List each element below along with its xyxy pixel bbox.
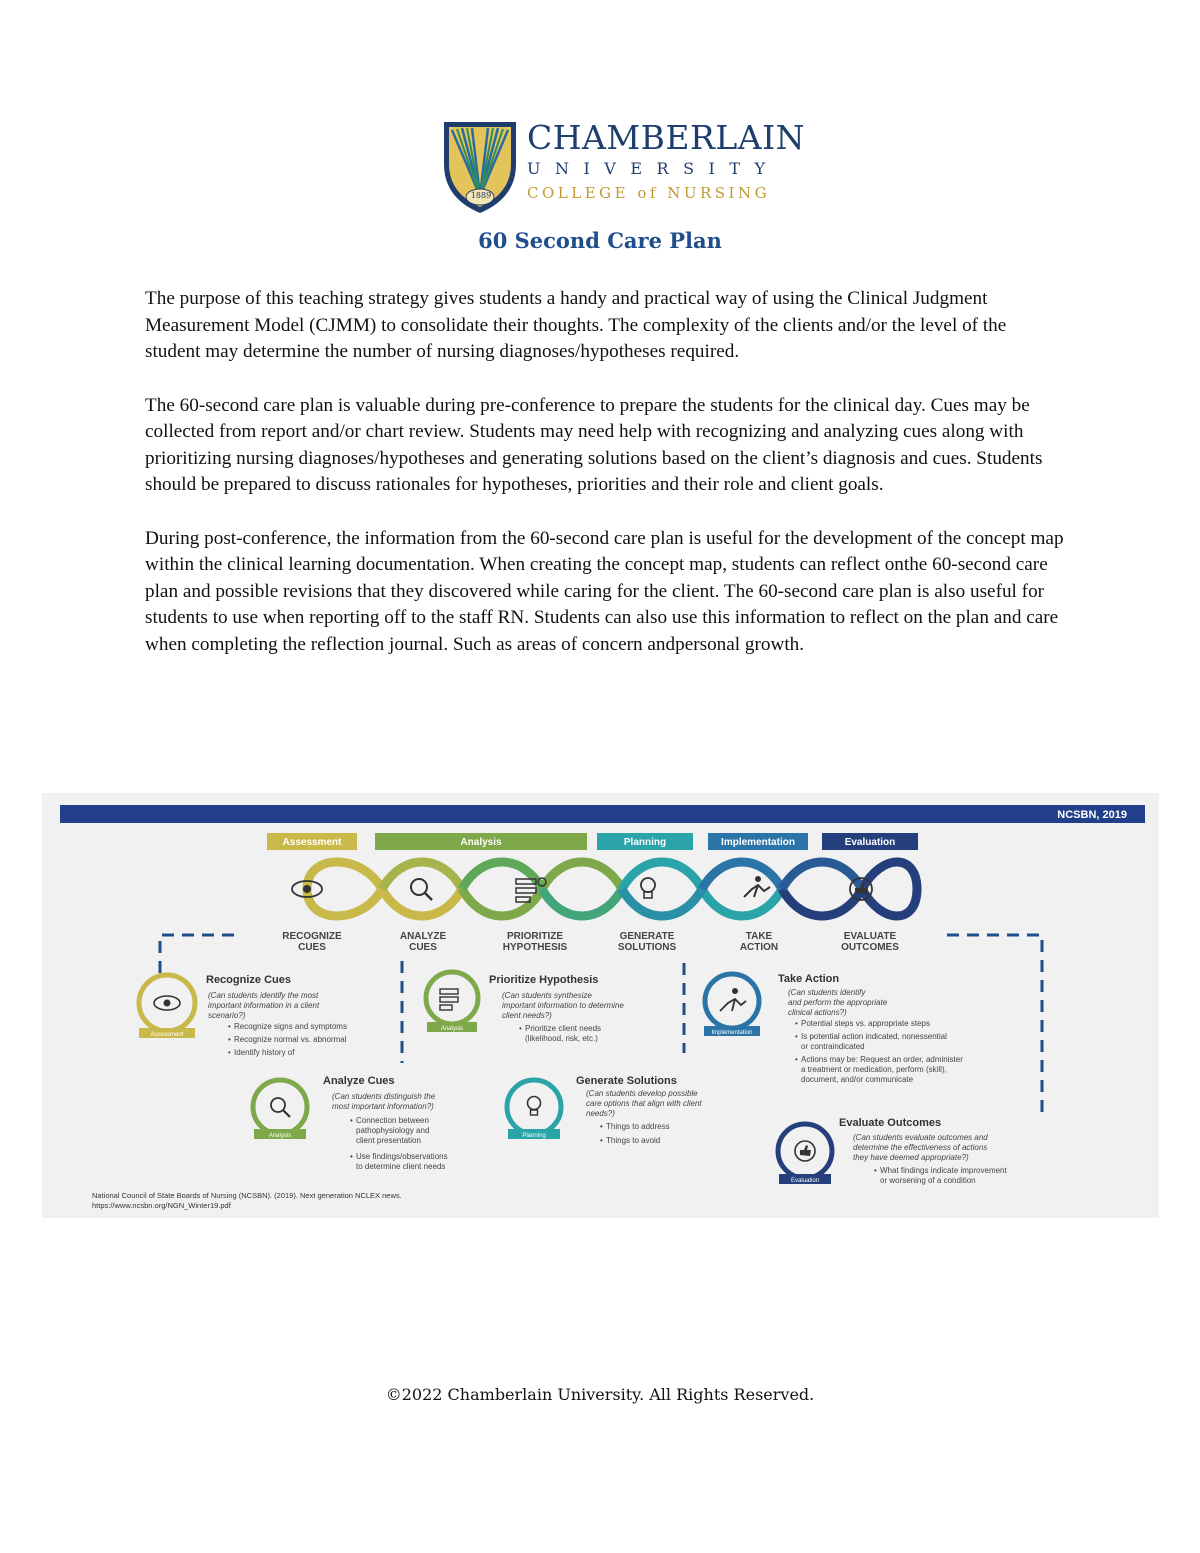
- analyze-badge: [253, 1080, 307, 1139]
- svg-text:•: •: [874, 1166, 877, 1175]
- prioritize-bullet-2: (likelihood, risk, etc.): [525, 1034, 598, 1043]
- step-2-line-2: CUES: [409, 942, 437, 953]
- page-title: 60 Second Care Plan: [478, 228, 722, 253]
- prioritize-question-2: important information to determine: [502, 1001, 624, 1010]
- evaluate-title: Evaluate Outcomes: [839, 1117, 942, 1129]
- step-6-line-2: OUTCOMES: [841, 942, 899, 953]
- generate-question-3: needs?): [586, 1109, 615, 1118]
- logo-wordmark: [527, 120, 805, 204]
- paragraph-purpose: The purpose of this teaching strategy gives students a handy and practical way of using the Clinical Judgment Measurement Model (CJMM) to consolidate their thoughts. The complexity of the clients and/or the level of the student may determine the number of nursing diagnoses/hypotheses required.: [145, 288, 1007, 362]
- generate-bullet-1: Things to address: [606, 1122, 670, 1131]
- take-question-2: and perform the appropriate: [788, 998, 888, 1007]
- take-bullet-3: or contraindicated: [801, 1042, 865, 1051]
- running-person-icon: [744, 876, 770, 897]
- generate-question-2: care options that align with client: [586, 1099, 702, 1108]
- cjmm-cycle: [307, 862, 917, 916]
- step-1-line-2: CUES: [298, 942, 326, 953]
- phase-planning-label: Planning: [623, 837, 667, 848]
- generate-tag: Planning: [522, 1133, 546, 1139]
- recognize-title: Recognize Cues: [206, 974, 291, 986]
- logo-line-3: COLLEGE of NURSING: [527, 184, 771, 202]
- take-question-3: clinical actions?): [788, 1008, 847, 1017]
- svg-text:•: •: [228, 1022, 231, 1031]
- prioritize-tag: Analysis: [440, 1026, 464, 1032]
- generate-detail: [576, 1075, 702, 1145]
- prioritize-badge: [426, 972, 478, 1032]
- paragraph-preconference: The 60-second care plan is valuable during pre-conference to prepare the students for the clinical day. Cues may be collected from report and/or chart review. Students may need help with recognizing and analyzing cues along with prioritizing nursing diagnoses/hypotheses and generating solutions based on the client’s diagnosis and cues. Students should be prepared to discuss rationales for hypotheses, priorities and their role and client goals.: [145, 394, 1043, 495]
- svg-text:•: •: [600, 1122, 603, 1131]
- logo-line-1: CHAMBERLAIN: [527, 118, 805, 157]
- recognize-bullet-1: Recognize signs and symptoms: [234, 1022, 347, 1031]
- svg-text:•: •: [350, 1116, 353, 1125]
- phase-evaluation-text: Evaluation: [844, 837, 896, 848]
- take-bullet-2: Is potential action indicated, nonessential: [801, 1032, 947, 1041]
- recognize-question-3: scenario?): [208, 1011, 246, 1020]
- analyze-bullet-5: to determine client needs: [356, 1162, 446, 1171]
- analyze-bullet-3: client presentation: [356, 1136, 421, 1145]
- phase-assessment-label: Assessment: [282, 837, 342, 848]
- generate-badge: [507, 1080, 561, 1139]
- take-question-1: (Can students identify: [788, 988, 866, 997]
- analyze-bullet-2: pathophysiology and: [356, 1126, 430, 1135]
- prioritize-bullet-1: Prioritize client needs: [525, 1024, 602, 1033]
- svg-text:•: •: [228, 1048, 231, 1057]
- magnifier-gear-icon: [411, 879, 432, 900]
- step-3-line-2: HYPOTHESIS: [502, 942, 568, 953]
- banner-label: NCSBN, 2019: [1057, 809, 1127, 821]
- svg-text:•: •: [795, 1032, 798, 1041]
- analyze-bullet-4: Use findings/observations: [356, 1152, 448, 1161]
- recognize-tag: Assessment: [150, 1032, 184, 1038]
- take-action-badge: [704, 974, 760, 1036]
- prioritize-detail: [489, 974, 624, 1043]
- generate-title: Generate Solutions: [576, 1075, 677, 1087]
- evaluate-bullet-2: or worsening of a condition: [880, 1176, 976, 1185]
- step-2-line-1: ANALYZE: [399, 931, 447, 942]
- seal-year: [467, 188, 495, 200]
- take-bullet-6: document, and/or communicate: [801, 1075, 914, 1084]
- citation-line-1: National Council of State Boards of Nursing (NCSBN). (2019). Next generation NCLEX news.: [92, 1191, 402, 1200]
- svg-text:•: •: [795, 1055, 798, 1064]
- step-3-line-1: PRIORITIZE: [506, 931, 564, 942]
- evaluate-detail: [839, 1117, 1008, 1185]
- take-action-detail: [778, 973, 963, 1084]
- take-bullet-1: Potential steps vs. appropriate steps: [801, 1019, 930, 1028]
- step-4-line-1: GENERATE: [619, 931, 675, 942]
- step-6-line-1: EVALUATE: [843, 931, 897, 942]
- evaluate-question-1: (Can students evaluate outcomes and: [853, 1133, 988, 1142]
- analyze-question-2: most important information?): [332, 1102, 434, 1111]
- take-action-title: Take Action: [778, 973, 840, 985]
- analyze-title: Analyze Cues: [323, 1075, 395, 1087]
- step-4-line-2: SOLUTIONS: [617, 942, 677, 953]
- body-text: [145, 286, 1065, 685]
- university-shield-icon: [440, 118, 520, 216]
- paragraph-postconference: During post-conference, the information from the 60-second care plan is useful for the development of the concept map within the clinical learning documentation. When creating the concept map, students can reflect onthe 60-second care plan and possible revisions that they discovered while caring for the client. The 60-second care plan is also useful for students to use when reporting off to the staff RN. Students can also use this information to reflect on the plan and care when completing the reflection journal. Such as areas of concern andpersonal growth.: [145, 527, 1064, 655]
- logo-line-2: UNIVERSITY: [527, 159, 780, 178]
- take-bullet-5: a treatment or medication, perform (skill),: [801, 1065, 947, 1074]
- analyze-tag: Analysis: [268, 1133, 292, 1139]
- recognize-bullet-3: Identify history of: [234, 1048, 295, 1057]
- cjmm-figure: [42, 793, 1159, 1218]
- prioritize-question-1: (Can students synthesize: [502, 991, 592, 1000]
- recognize-question-2: important information in a client: [208, 1001, 320, 1010]
- evaluate-question-2: determine the effectiveness of actions: [853, 1143, 988, 1152]
- step-1-line-1: RECOGNIZE: [282, 931, 342, 942]
- generate-question-1: (Can students develop possible: [586, 1089, 698, 1098]
- evaluate-tag: Evaluation: [790, 1178, 820, 1184]
- citation-link[interactable]: https://www.ncsbn.org/NGN_Winter19.pdf: [92, 1201, 231, 1210]
- analyze-detail: [323, 1075, 448, 1171]
- lightbulb-icon: [641, 878, 655, 898]
- recognize-badge: [139, 975, 195, 1038]
- recognize-question-1: (Can students identify the most: [208, 991, 319, 1000]
- prioritize-title: Prioritize Hypothesis: [489, 974, 599, 986]
- step-5-line-1: TAKE: [745, 931, 773, 942]
- phase-analysis-label: Analysis: [460, 837, 502, 848]
- recognize-detail: [206, 974, 347, 1057]
- analyze-bullet-1: Connection between: [356, 1116, 429, 1125]
- generate-bullet-2: Things to avoid: [606, 1136, 661, 1145]
- figure-banner: [60, 805, 1145, 823]
- evaluate-question-3: they have deemed appropriate?): [853, 1153, 969, 1162]
- evaluate-badge: [778, 1124, 832, 1184]
- svg-text:•: •: [519, 1024, 522, 1033]
- take-action-tag: Implementation: [711, 1030, 753, 1036]
- svg-text:•: •: [228, 1035, 231, 1044]
- svg-text:•: •: [350, 1152, 353, 1161]
- seal-year-text: 1889: [470, 191, 492, 200]
- take-bullet-4: Actions may be: Request an order, administer: [801, 1055, 963, 1064]
- copyright-footer: ©2022 Chamberlain University. All Rights Reserved.: [385, 1385, 815, 1404]
- recognize-bullet-2: Recognize normal vs. abnormal: [234, 1035, 347, 1044]
- phase-implementation-label: Implementation: [721, 837, 795, 848]
- evaluate-bullet-1: What findings indicate improvement: [880, 1166, 1007, 1175]
- svg-text:•: •: [795, 1019, 798, 1028]
- step-5-line-2: ACTION: [739, 942, 779, 953]
- prioritize-question-3: client needs?): [502, 1011, 552, 1020]
- svg-text:•: •: [600, 1136, 603, 1145]
- analyze-question-1: (Can students distinguish the: [332, 1092, 436, 1101]
